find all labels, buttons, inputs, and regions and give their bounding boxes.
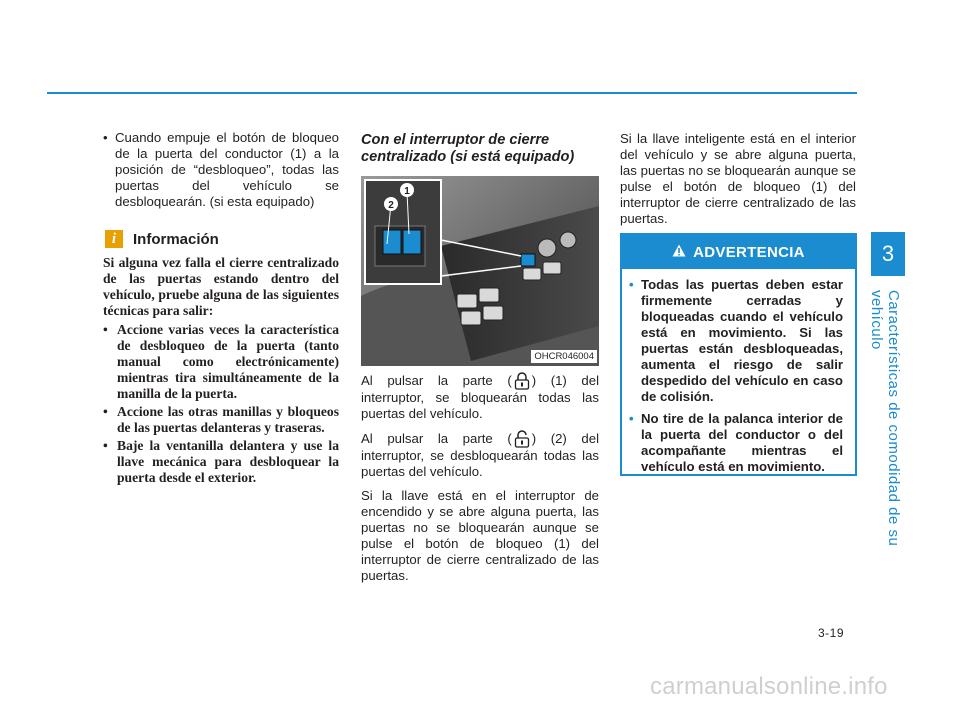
bullet-text: Cuando empuje el botón de bloqueo de la puerta del conductor (1) a la posición de “desbloqueo”, todas las puertas del vehículo se desbloquearán. (si esta equipado) bbox=[115, 130, 339, 209]
paragraph: Al pulsar la parte ( ) (1) del interruptor, se bloquearán todas las puertas del vehículo. bbox=[361, 373, 600, 421]
list-item: • No tire de la palanca interior de la puerta del conductor o del acompañante mientras el vehículo está en movimiento. bbox=[629, 411, 843, 474]
list-item: • Accione las otras manillas y bloqueos de las puertas delanteras y traseras. bbox=[103, 404, 339, 435]
info-body bbox=[103, 255, 339, 488]
paragraph: Si la llave está en el interruptor de encendido y se abre alguna puerta, las puertas no se bloquearán aunque se pulse el botón de bloqueo (1) del interruptor de cierre centralizado de las puertas. bbox=[361, 488, 599, 583]
warning-header bbox=[622, 235, 855, 269]
info-title: Información bbox=[133, 230, 219, 248]
info-header bbox=[105, 230, 219, 248]
list-item: • Todas las puertas deben estar firmemente cerradas y bloqueadas cuando el vehículo está en movimiento. Si las puertas están desbloqueadas, aumenta el riesgo de salir despedido del vehículo en caso de colisión. bbox=[629, 277, 843, 404]
paragraph: Al pulsar la parte ( ) (2) del interruptor, se desbloquearán todas las puertas del vehículo. bbox=[361, 431, 600, 479]
info-item-text: Baje la ventanilla delantera y use la llave mecánica para desbloquear la puerta desde el exterior. bbox=[117, 438, 339, 485]
info-item-text: Accione varias veces la característica de desbloqueo de la puerta (tanto manual como electrónicamente) mientras tira simultáneamente de la manilla de la puerta. bbox=[117, 322, 339, 401]
header-rule bbox=[47, 92, 857, 94]
paragraph: Si la llave inteligente está en el interior del vehículo y se abre alguna puerta, las puertas no se bloquearán aunque se pulse el botón de bloqueo (1) del interruptor de cierre centralizado de las puertas. bbox=[620, 131, 856, 226]
image-code: OHCR046004 bbox=[531, 350, 597, 363]
info-item-text: Accione las otras manillas y bloqueos de las puertas delanteras y traseras. bbox=[117, 404, 339, 435]
warning-item-text: Todas las puertas deben estar firmemente cerradas y bloqueadas cuando el vehículo está en movimiento. Si las puertas están desbloqueadas, aumenta el riesgo de salir despedido del vehículo en caso de colisión. bbox=[641, 277, 843, 404]
callout-labels bbox=[361, 176, 599, 366]
column-2-text bbox=[361, 372, 599, 592]
list-item: • Baje la ventanilla delantera y use la llave mecánica para desbloquear la puerta desde el exterior. bbox=[103, 438, 339, 485]
list-item: • Accione varias veces la característica de desbloqueo de la puerta (tanto manual como electrónicamente) mientras tira simultáneamente de la manilla de la puerta. bbox=[103, 322, 339, 401]
section-heading: Con el interruptor de cierre centralizado (si está equipado) bbox=[361, 132, 575, 165]
warning-icon bbox=[672, 244, 686, 261]
callout-2-label: 2 bbox=[388, 200, 394, 211]
page-number: 3-19 bbox=[818, 626, 845, 640]
warning-box bbox=[620, 233, 857, 476]
list-item: • Cuando empuje el botón de bloqueo de la puerta del conductor (1) a la posición de “desbloqueo”, todas las puertas del vehículo se desbloquearán. (si esta equipado) bbox=[103, 130, 339, 209]
section-title: Características de comodidad de su vehículo bbox=[868, 290, 902, 547]
warning-item-text: No tire de la palanca interior de la puerta del conductor o del acompañante mientras el vehículo está en movimiento. bbox=[641, 411, 843, 474]
door-switch-photo bbox=[361, 176, 599, 366]
column-1 bbox=[103, 130, 339, 210]
warning-title: ADVERTENCIA bbox=[693, 243, 805, 261]
chapter-tab: 3 bbox=[871, 232, 905, 276]
unlock-icon bbox=[512, 430, 532, 448]
info-icon: i bbox=[105, 230, 123, 248]
lock-icon bbox=[512, 372, 532, 390]
warning-list bbox=[622, 269, 855, 475]
callout-1-label: 1 bbox=[404, 186, 410, 197]
info-intro: Si alguna vez falla el cierre centralizado de las puertas estando dentro del vehículo, pruebe alguna de las siguientes técnicas para salir: bbox=[103, 255, 339, 318]
watermark: carmanualsonline.info bbox=[650, 673, 888, 700]
